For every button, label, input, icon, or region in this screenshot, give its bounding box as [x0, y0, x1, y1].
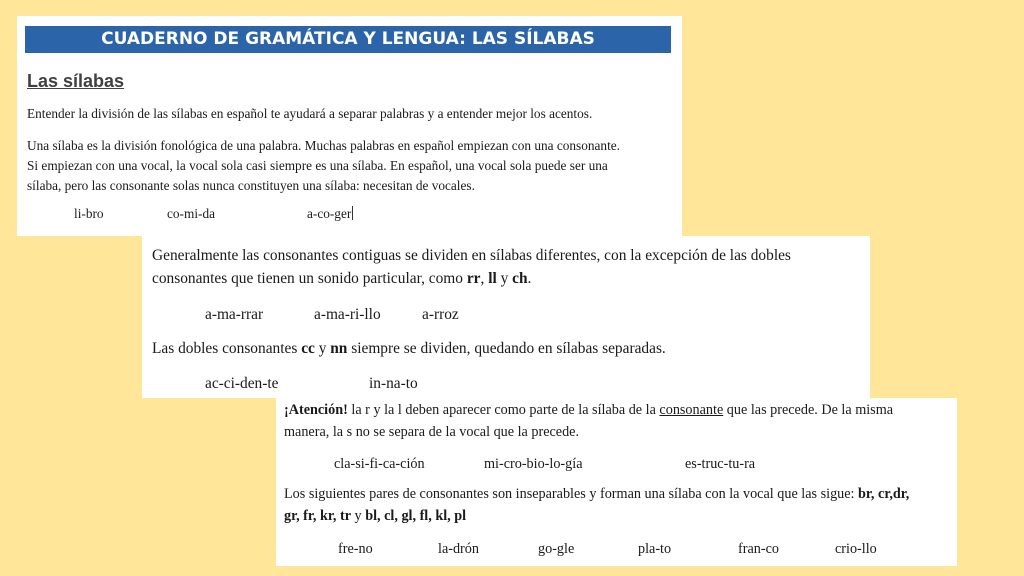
- double-ch: ch: [512, 270, 528, 287]
- attention-line-2: manera, la s no se separa de la vocal que la precede.: [284, 424, 580, 440]
- example-word: a-co-ger: [307, 206, 352, 221]
- definition-line-1: Una sílaba es la división fonológica de una palabra. Muchas palabras en español empiezan con una consonante.: [27, 138, 620, 153]
- notebook-panel-consonants: [142, 236, 870, 398]
- notebook-panel-attention: [276, 398, 957, 566]
- double-rr: rr: [466, 270, 481, 287]
- notebook-title-banner: CUADERNO DE GRAMÁTICA Y LENGUA: LAS SÍLABAS: [25, 26, 671, 53]
- definition-line-3: sílaba, pero las consonante solas nunca constituyen una sílaba: necesitan de vocales.: [27, 178, 475, 193]
- example-word: ac-ci-den-te: [205, 375, 279, 392]
- notebook-panel-intro: [17, 16, 682, 236]
- section-heading: Las sílabas: [27, 71, 125, 91]
- example-word: co-mi-da: [167, 206, 215, 221]
- example-word-with-caret: [307, 204, 353, 224]
- example-word: a-ma-ri-llo: [314, 306, 381, 323]
- double-cc: cc: [301, 340, 315, 357]
- attention-line-1: ¡Atención! la r y la l deben aparecer como parte de la sílaba de la consonante que las precede. De la misma: [284, 402, 894, 418]
- rule-line-1: Generalmente las consonantes contiguas se dividen en sílabas diferentes, con la excepción de las dobles: [152, 247, 791, 264]
- definition-line-2: Si empiezan con una vocal, la vocal sola casi siempre es una sílaba. En español, una vocal sola puede ser una: [27, 158, 608, 173]
- example-word: in-na-to: [369, 375, 418, 392]
- example-word: mi-cro-bio-lo-gía: [484, 456, 583, 472]
- double-nn: nn: [330, 340, 348, 357]
- underlined-word: consonante: [659, 402, 724, 418]
- rule-line-2: consonantes que tienen un sonido particular, como rr, ll y ch.: [152, 270, 532, 287]
- example-word: es-truc-tu-ra: [685, 456, 756, 472]
- text-cursor-icon: [352, 206, 353, 220]
- intro-paragraph: Entender la división de las sílabas en español te ayudará a separar palabras y a entender mejor los acentos.: [27, 106, 593, 121]
- doubles-rule: Las dobles consonantes cc y nn siempre se dividen, quedando en sílabas separadas.: [152, 340, 666, 357]
- pairs-line-1: Los siguientes pares de consonantes son inseparables y forman una sílaba con la vocal que las sigue: br, cr,dr,: [284, 486, 910, 502]
- example-word: pla-to: [638, 541, 672, 557]
- example-word: a-rroz: [422, 306, 459, 323]
- example-word: fre-no: [338, 541, 373, 557]
- example-word: li-bro: [74, 206, 104, 221]
- attention-label: ¡Atención!: [284, 402, 348, 418]
- double-ll: ll: [488, 270, 497, 287]
- example-word: cla-si-fi-ca-ción: [334, 456, 425, 472]
- example-word: go-gle: [538, 541, 575, 557]
- example-word: crio-llo: [835, 541, 877, 557]
- example-word: fran-co: [738, 541, 779, 557]
- example-word: a-ma-rrar: [205, 306, 264, 323]
- pairs-line-2: gr, fr, kr, tr y bl, cl, gl, fl, kl, pl: [284, 508, 467, 524]
- example-word: la-drón: [438, 541, 479, 557]
